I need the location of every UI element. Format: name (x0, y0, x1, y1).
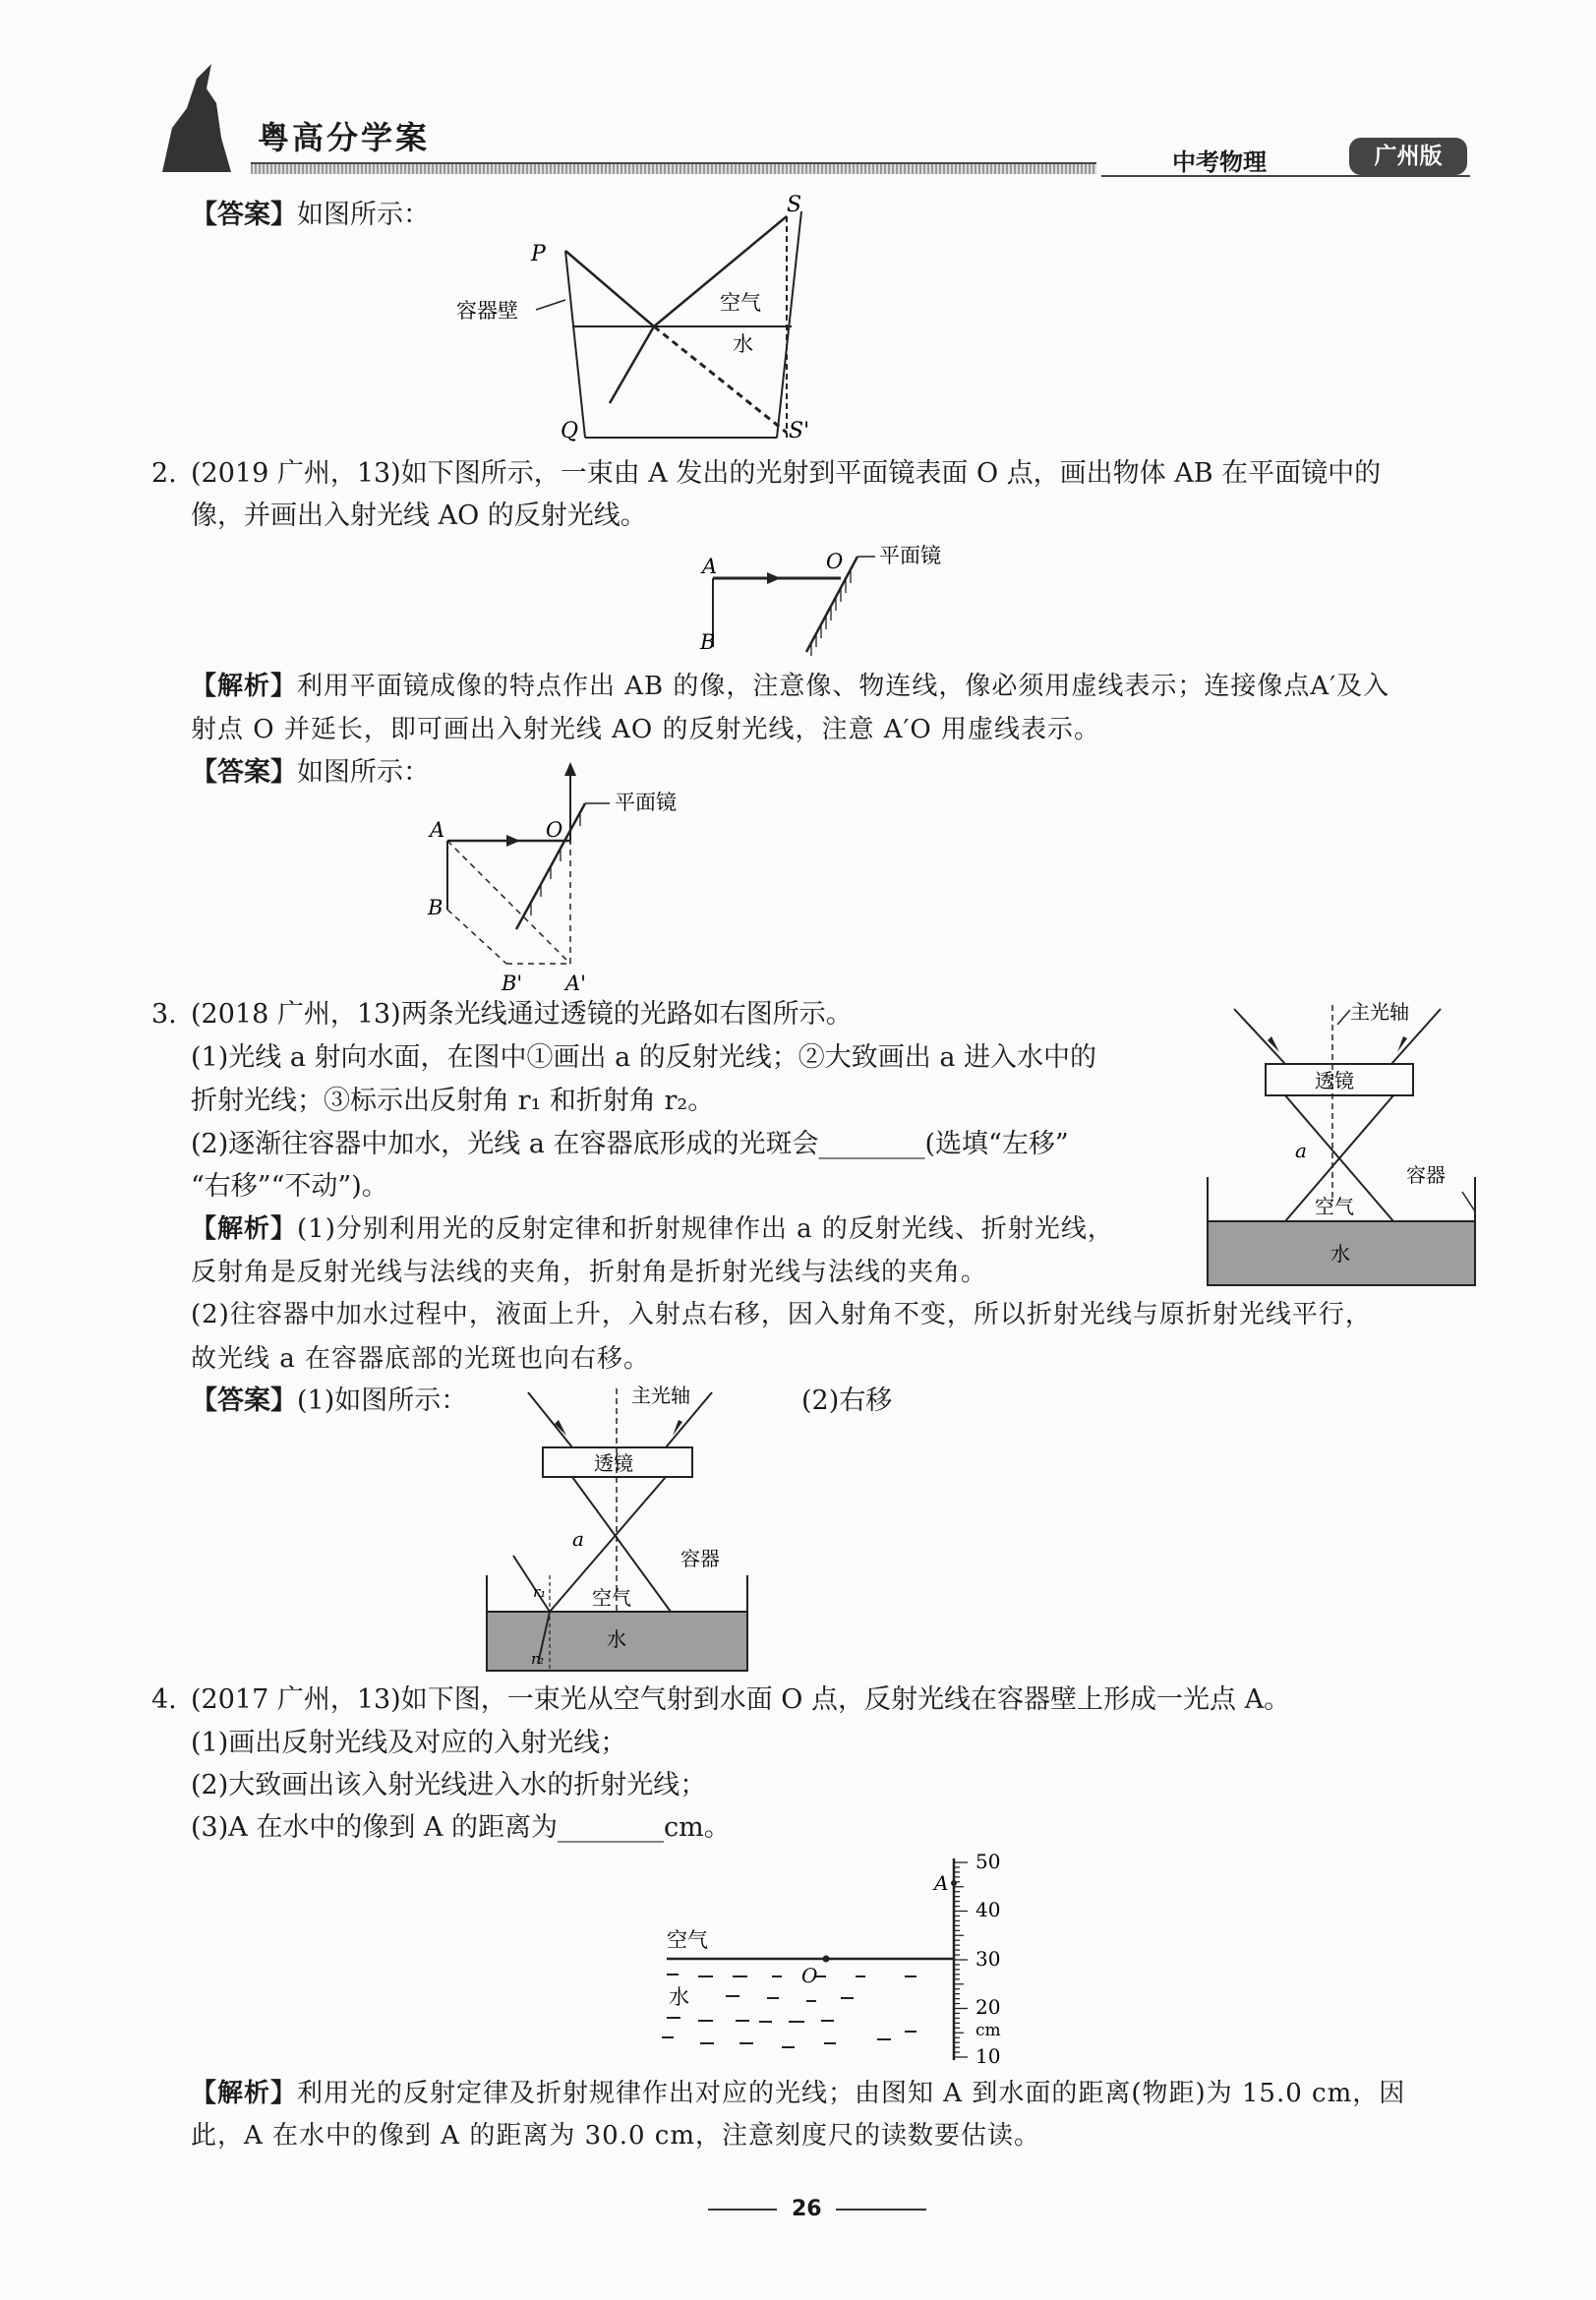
analysis-text: 利用平面镜成像的特点作出 AB 的像，注意像、物连线，像必须用虚线表示；连接像点A′及入 (297, 672, 1390, 701)
q3-answer-2: (2)右移 (801, 1386, 893, 1416)
q3-line5: “右移”“不动”)。 (191, 1171, 388, 1202)
q1-answer-figure (452, 192, 826, 447)
answer-text: 如图所示： (297, 757, 430, 788)
analysis-text: 利用光的反射定律及折射规律作出对应的光线；由图知 A 到水面的距离(物距)为 15.0 cm，因 (297, 2079, 1406, 2108)
q1-answer (191, 196, 430, 235)
tick-40: 40 (975, 1898, 1001, 1921)
label-mirror: 平面镜 (879, 544, 941, 567)
q4-line2: (1)画出反射光线及对应的入射光线； (191, 1728, 627, 1758)
header-rule-right (1101, 175, 1470, 177)
label-water: 水 (733, 332, 753, 356)
label-lens: 透镜 (1315, 1069, 1354, 1092)
unit-cm: cm (975, 2021, 1001, 2040)
q4-figure (659, 1849, 1023, 2075)
q2-answer-figure (418, 762, 713, 998)
answer-label: 【答案】 (191, 757, 297, 788)
q3-analysis-2: 反射角是反射光线与法线的夹角，折射角是折射光线与法线的夹角。 (191, 1258, 988, 1287)
q4-line4: (3)A 在水中的像到 A 的距离为________cm。 (191, 1812, 731, 1843)
q3-answer (191, 1382, 467, 1421)
label-a: A (702, 555, 718, 578)
label-main-axis: 主光轴 (1350, 1000, 1409, 1024)
subject-label: 中考物理 (1172, 148, 1267, 176)
answer-text: (1)如图所示： (297, 1386, 468, 1416)
tick-10: 10 (975, 2044, 1001, 2068)
q2-line2: 像，并画出入射光线 AO 的反射光线。 (191, 501, 647, 531)
label-s: S (787, 193, 802, 217)
label-air: 空气 (667, 1928, 708, 1952)
q4-line1: (2017 广州，13)如下图，一束光从空气射到水面 O 点，反射光线在容器壁上形成一光点 A。 (191, 1684, 1291, 1715)
label-air: 空气 (1315, 1195, 1354, 1218)
label-o: O (826, 550, 844, 573)
q4-number: 4. (151, 1684, 177, 1715)
footer-rule-left (708, 2209, 777, 2211)
q4-line3: (2)大致画出该入射光线进入水的折射光线； (191, 1770, 707, 1800)
q2-number: 2. (151, 458, 177, 489)
edition-badge: 广州版 (1349, 138, 1467, 175)
analysis-label: 【解析】 (191, 2079, 298, 2108)
q3-number: 3. (151, 999, 177, 1030)
q3-answer-figure (484, 1379, 751, 1674)
label-main-axis: 主光轴 (631, 1384, 690, 1407)
q4-analysis-1 (191, 2074, 1405, 2113)
tick-30: 30 (975, 1947, 1001, 1971)
label-a: A (430, 818, 445, 842)
label-mirror: 平面镜 (615, 791, 677, 814)
analysis-label: 【解析】 (191, 672, 298, 701)
q3-line4: (2)逐渐往容器中加水，光线 a 在容器底形成的光斑会________(选填“左移” (191, 1129, 1069, 1159)
label-container: 容器 (1406, 1163, 1446, 1187)
label-b: B (428, 896, 443, 919)
q3-analysis-3: (2)往容器中加水过程中，液面上升，入射点右移，因入射角不变，所以折射光线与原折射光线平行， (191, 1300, 1372, 1329)
tick-20: 20 (975, 1995, 1001, 2019)
label-container: 容器 (680, 1547, 720, 1570)
q2-figure (688, 539, 983, 662)
label-b-prime: B' (502, 972, 523, 995)
header-rule (251, 162, 1096, 174)
label-o: O (546, 818, 563, 842)
analysis-text: (1)分别利用光的反射定律和折射规律作出 a 的反射光线、折射光线， (297, 1214, 1114, 1244)
q2-line1: (2019 广州，13)如下图所示，一束由 A 发出的光射到平面镜表面 O 点，画出物体 AB 在平面镜中的 (191, 458, 1382, 489)
answer-text: 如图所示： (297, 200, 430, 230)
answer-label: 【答案】 (191, 200, 297, 230)
label-water: 水 (607, 1627, 626, 1651)
page-number: 26 (792, 2197, 822, 2221)
q2-analysis-2: 射点 O 并延长，即可画出入射光线 AO 的反射光线，注意 A′O 用虚线表示。 (191, 715, 1100, 744)
label-r1: r₁ (533, 1583, 547, 1601)
q2-answer (191, 753, 430, 793)
label-p: P (531, 242, 546, 266)
label-water: 水 (1330, 1242, 1350, 1266)
q3-analysis-1 (191, 1209, 1114, 1249)
label-air: 空气 (720, 291, 761, 315)
label-a: a (1295, 1139, 1307, 1162)
label-r2: r₂ (531, 1650, 545, 1668)
label-o: O (801, 1964, 818, 1987)
label-a: a (572, 1527, 584, 1551)
label-b: B (700, 630, 716, 654)
tick-50: 50 (975, 1850, 1001, 1873)
book-title: 粤高分学案 (258, 119, 431, 156)
answer-label: 【答案】 (191, 1386, 297, 1416)
label-air: 空气 (592, 1586, 631, 1610)
q3-line2: (1)光线 a 射向水面，在图中①画出 a 的反射光线；②大致画出 a 进入水中的 (191, 1042, 1097, 1073)
goat-statue-logo (143, 59, 241, 177)
label-q: Q (561, 419, 579, 443)
q3-figure (1205, 995, 1480, 1295)
analysis-label: 【解析】 (191, 1214, 298, 1244)
q3-line3: 折射光线；③标示出反射角 r₁ 和折射角 r₂。 (191, 1086, 715, 1116)
footer-rule-right (836, 2209, 926, 2211)
label-s-prime: S' (789, 419, 810, 443)
label-a: A (934, 1871, 949, 1895)
q3-line1: (2018 广州，13)两条光线通过透镜的光路如右图所示。 (191, 999, 853, 1030)
page-header (0, 0, 1596, 187)
label-a-prime: A' (565, 972, 586, 995)
q2-analysis-1 (191, 667, 1389, 706)
label-lens: 透镜 (594, 1451, 633, 1475)
q4-analysis-2: 此，A 在水中的像到 A 的距离为 30.0 cm，注意刻度尺的读数要估读。 (191, 2121, 1040, 2151)
label-water: 水 (669, 1985, 689, 2009)
label-wall: 容器壁 (456, 299, 518, 323)
q3-analysis-4: 故光线 a 在容器底部的光斑也向右移。 (191, 1344, 651, 1374)
